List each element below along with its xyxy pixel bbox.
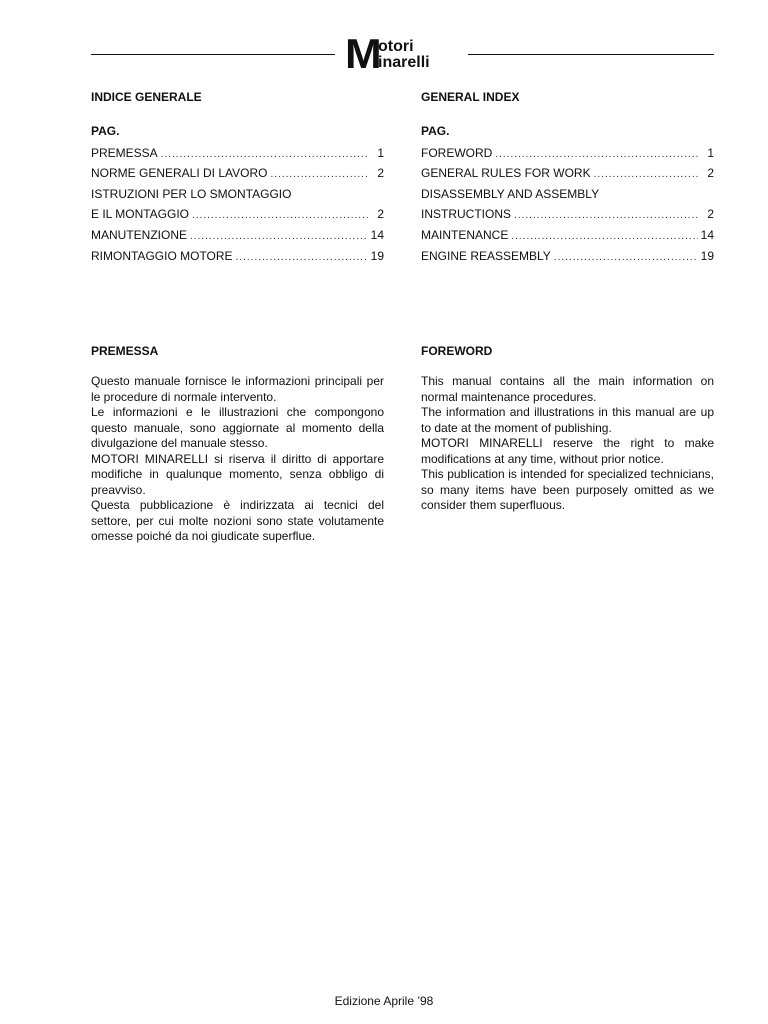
leader-dots bbox=[511, 230, 697, 244]
logo-initial: M bbox=[345, 30, 381, 77]
toc-entry-page: 2 bbox=[707, 166, 714, 180]
leader-dots bbox=[594, 168, 699, 182]
toc-entry[interactable] bbox=[421, 228, 714, 244]
toc-entry[interactable] bbox=[421, 166, 714, 182]
logo-word-bottom: inarelli bbox=[378, 54, 430, 71]
leader-dots bbox=[236, 251, 368, 265]
toc-entry-label: INSTRUCTIONS bbox=[421, 207, 511, 221]
italian-page-label: PAG. bbox=[91, 124, 120, 138]
toc-entry-label: GENERAL RULES FOR WORK bbox=[421, 166, 591, 180]
header-rule-right bbox=[468, 54, 714, 55]
leader-dots bbox=[192, 209, 369, 223]
toc-entry-page: 1 bbox=[377, 146, 384, 160]
english-foreword-body bbox=[421, 374, 714, 514]
leader-dots bbox=[161, 148, 369, 162]
paragraph: Questo manuale fornisce le informazioni principali per le procedure di normale intervento. bbox=[91, 374, 384, 404]
paragraph: MOTORI MINARELLI reserve the right to make modifications at any time, without prior notice. bbox=[421, 436, 714, 466]
leader-dots bbox=[495, 148, 699, 162]
leader-dots bbox=[514, 209, 699, 223]
toc-entry-page: 2 bbox=[377, 207, 384, 221]
paragraph: The information and illustrations in this manual are up to date at the moment of publishing. bbox=[421, 405, 714, 435]
english-foreword-heading: FOREWORD bbox=[421, 344, 493, 358]
toc-entry[interactable] bbox=[91, 187, 384, 201]
toc-entry[interactable] bbox=[421, 187, 714, 201]
toc-entry[interactable] bbox=[91, 166, 384, 182]
paragraph: This manual contains all the main information on normal maintenance procedures. bbox=[421, 374, 714, 404]
motori-minarelli-logo bbox=[345, 30, 461, 77]
english-page-label: PAG. bbox=[421, 124, 450, 138]
toc-entry[interactable] bbox=[91, 228, 384, 244]
header-rule-left bbox=[91, 54, 335, 55]
toc-entry[interactable] bbox=[421, 249, 714, 265]
italian-index-heading: INDICE GENERALE bbox=[91, 90, 202, 104]
edition-footer: Edizione Aprile ’98 bbox=[334, 994, 434, 1008]
toc-entry-page: 19 bbox=[370, 249, 384, 263]
toc-entry-label: FOREWORD bbox=[421, 146, 493, 160]
toc-entry[interactable] bbox=[91, 146, 384, 162]
toc-entry-label: MANUTENZIONE bbox=[91, 228, 187, 242]
toc-entry-label: DISASSEMBLY AND ASSEMBLY bbox=[421, 187, 600, 201]
leader-dots bbox=[190, 230, 368, 244]
leader-dots bbox=[270, 168, 369, 182]
toc-entry-label: ENGINE REASSEMBLY bbox=[421, 249, 551, 263]
paragraph: Questa pubblicazione è indirizzata ai tecnici del settore, per cui molte nozioni sono state volutamente omesse poiché da noi giudicate superflue. bbox=[91, 498, 384, 543]
paragraph: This publication is intended for specialized technicians, so many items have been purposely omitted as we consider them superfluous. bbox=[421, 467, 714, 512]
toc-entry-label: NORME GENERALI DI LAVORO bbox=[91, 166, 268, 180]
leader-dots bbox=[554, 251, 698, 265]
toc-entry-label: PREMESSA bbox=[91, 146, 158, 160]
toc-entry-label: ISTRUZIONI PER LO SMONTAGGIO bbox=[91, 187, 292, 201]
paragraph: Le informazioni e le illustrazioni che compongono questo manuale, sono aggiornate al momento della divulgazione del manuale stesso. bbox=[91, 405, 384, 450]
english-index-heading: GENERAL INDEX bbox=[421, 90, 520, 104]
toc-entry-label: MAINTENANCE bbox=[421, 228, 509, 242]
toc-entry[interactable] bbox=[421, 207, 714, 223]
toc-entry-page: 14 bbox=[370, 228, 384, 242]
toc-entry-page: 2 bbox=[377, 166, 384, 180]
italian-foreword-body bbox=[91, 374, 384, 545]
toc-entry-page: 1 bbox=[707, 146, 714, 160]
paragraph: MOTORI MINARELLI si riserva il diritto di apportare modifiche in qualunque momento, senza obbligo di preavviso. bbox=[91, 451, 384, 497]
toc-entry-label: E IL MONTAGGIO bbox=[91, 207, 190, 221]
toc-entry-label: RIMONTAGGIO MOTORE bbox=[91, 249, 233, 263]
toc-entry-page: 14 bbox=[700, 228, 714, 242]
toc-entry[interactable] bbox=[421, 146, 714, 162]
italian-foreword-heading: PREMESSA bbox=[91, 344, 159, 358]
toc-entry[interactable] bbox=[91, 249, 384, 265]
toc-entry[interactable] bbox=[91, 207, 384, 223]
toc-entry-page: 2 bbox=[707, 207, 714, 221]
logo-word-top: otori bbox=[378, 38, 414, 55]
toc-entry-page: 19 bbox=[700, 249, 714, 263]
